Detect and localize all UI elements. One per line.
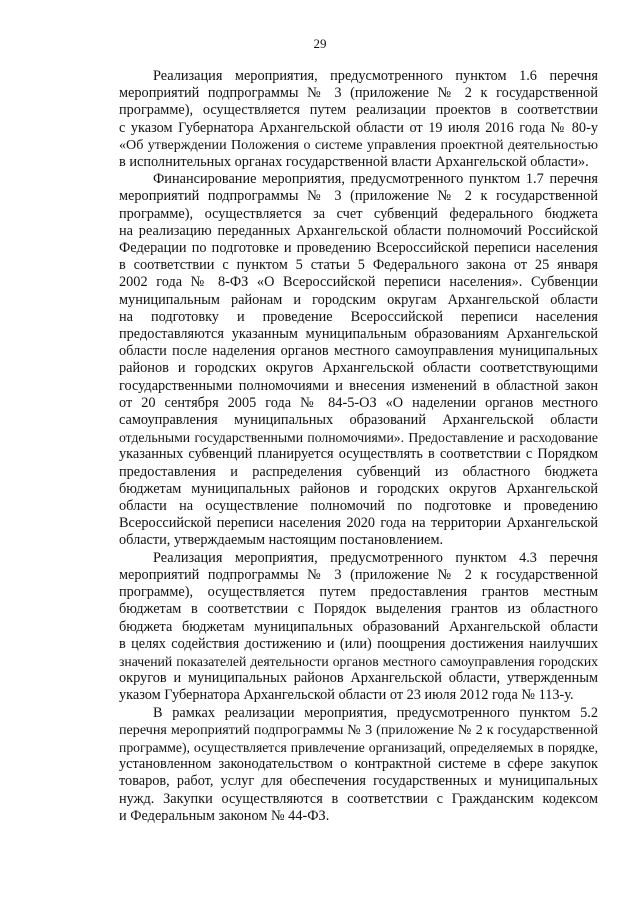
text-line: округов и муниципальных районов Архангельской области, утвержденным [119, 670, 598, 687]
text-line: 2002 года № 8-ФЗ «О Всероссийской переписи населения». Субвенции [119, 274, 598, 291]
text-line: области, утверждаемым настоящим постановлением. [119, 532, 444, 549]
text-line: в целях содействия достижению и (или) поощрения достижения наилучших [119, 635, 598, 652]
page-body [119, 68, 598, 825]
text-line: перечня мероприятий подпрограммы № 3 (приложение № 2 к государственной [119, 721, 598, 738]
paragraph-4 [119, 705, 598, 825]
text-line: указанных субвенций планируется осуществлять в соответствии с Порядком [119, 446, 598, 463]
text-line: в соответствии с пунктом 5 статьи 5 Федерального закона от 25 января [119, 257, 598, 274]
text-line: районов и городских округов Архангельской области соответствующими [119, 360, 598, 377]
paragraph-2 [119, 171, 598, 549]
text-line: и Федеральным законом № 44-ФЗ. [119, 807, 330, 824]
text-line: бюджетам в соответствии с Порядок выделения грантов из областного [119, 601, 598, 618]
text-line: самоуправления муниципальных образований Архангельской области [119, 412, 598, 429]
text-line: мероприятий подпрограммы № 3 (приложение № 2 к государственной [119, 188, 598, 205]
text-line: нужд. Закупки осуществляются в соответствии с Гражданским кодексом [119, 790, 598, 807]
text-line: программе), осуществляется за счет субвенций федерального бюджета [119, 205, 598, 222]
paragraph-1 [119, 68, 598, 171]
page-number: 29 [313, 36, 327, 51]
text-line: бюджета бюджетам муниципальных образований Архангельской области [119, 618, 598, 635]
text-line: Реализация мероприятия, предусмотренного пунктом 4.3 перечня [153, 549, 598, 566]
text-line: программе), осуществляется путем предоставления грантов местным [119, 584, 598, 601]
text-line: государственными полномочиями и внесения изменений в областной закон [119, 377, 598, 394]
text-line: указом Губернатора Архангельской области от 23 июля 2012 года № 113-у. [119, 687, 574, 704]
text-line: отдельными государственными полномочиями». Предоставление и расходование [119, 430, 598, 446]
text-line: предоставления и распределения субвенций из областного бюджета [119, 463, 598, 480]
text-line: мероприятий подпрограммы № 3 (приложение № 2 к государственной [119, 566, 598, 583]
text-line: области на осуществление полномочий по подготовке и проведению [119, 498, 598, 515]
text-line: «Об утверждении Положения о системе управления проектной деятельностью [119, 136, 598, 153]
text-line: предоставляются указанным муниципальным образованиям Архангельской [119, 326, 598, 343]
text-line: Федерации по подготовке и проведению Всероссийской переписи населения [119, 240, 598, 257]
text-line: Всероссийской переписи населения 2020 года на территории Архангельской [119, 515, 598, 532]
text-line: значений показателей деятельности органов местного самоуправления городских [119, 653, 598, 669]
text-line: Финансирование мероприятия, предусмотренного пунктом 1.7 перечня [153, 171, 598, 188]
text-line: в исполнительных органах государственной власти Архангельской области». [119, 154, 589, 171]
text-line: Реализация мероприятия, предусмотренного пунктом 1.6 перечня [153, 68, 598, 84]
text-line: от 20 сентября 2005 года № 84-5-ОЗ «О наделении органов местного [119, 394, 598, 411]
text-line: муниципальным районам и городским округам Архангельской области [119, 291, 598, 308]
text-line: бюджетам муниципальных районов и городских округов Архангельской [119, 480, 598, 497]
text-line: мероприятий подпрограммы № 3 (приложение № 2 к государственной [119, 85, 598, 102]
text-line: установленном законодательством о контрактной системе в сфере закупок [119, 756, 598, 773]
text-line: В рамках реализации мероприятия, предусмотренного пунктом 5.2 [153, 704, 598, 721]
text-line: программе), осуществляется привлечение организаций, определяемых в порядке, [119, 739, 598, 755]
text-line: области после наделения органов местного самоуправления муниципальных [119, 343, 598, 360]
text-line: с указом Губернатора Архангельской области от 19 июля 2016 года № 80-у [119, 119, 598, 136]
text-line: на подготовку и проведение Всероссийской переписи населения [119, 308, 598, 325]
text-line: программе), осуществляется путем реализации проектов в соответствии [119, 102, 598, 119]
text-line: товаров, работ, услуг для обеспечения государственных и муниципальных [119, 773, 598, 790]
paragraph-3 [119, 550, 598, 705]
text-line: на реализацию переданных Архангельской области полномочий Российской [119, 222, 598, 239]
